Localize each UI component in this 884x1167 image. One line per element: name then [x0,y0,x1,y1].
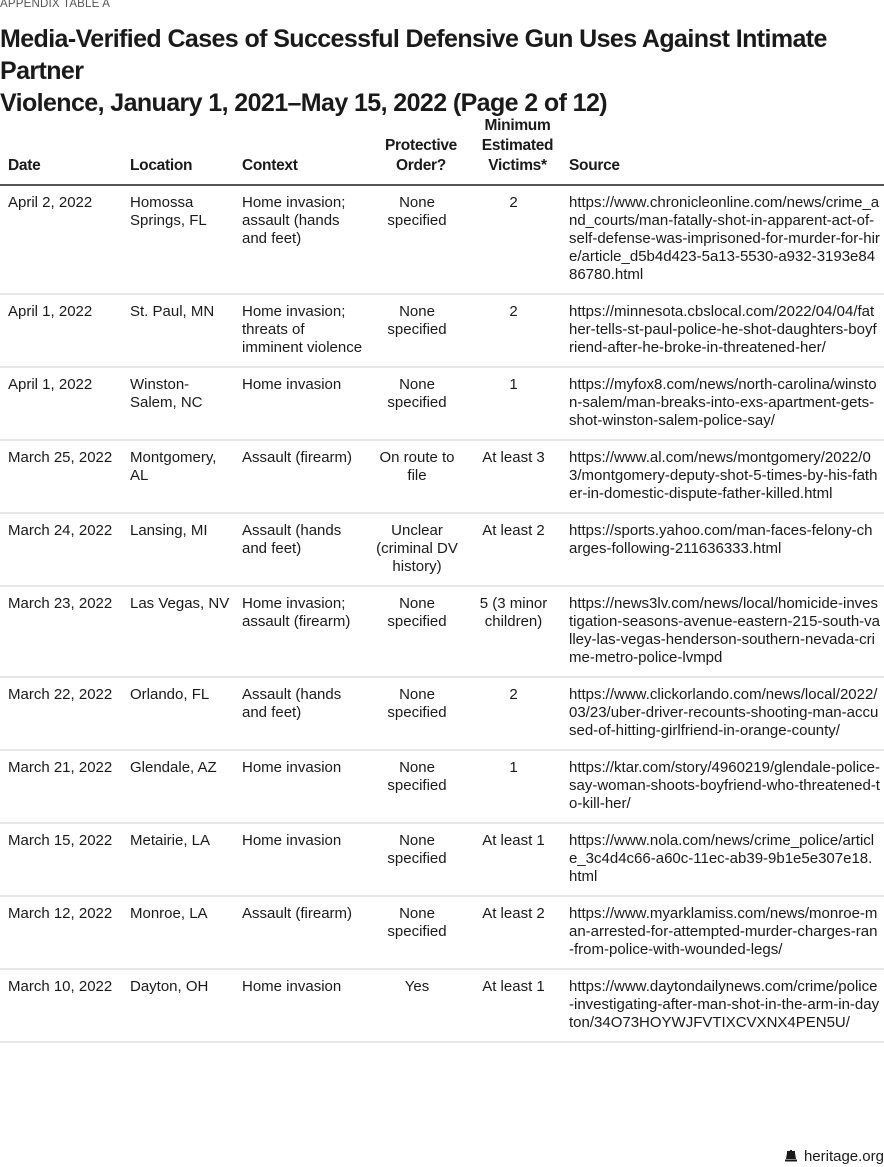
cell-source-link[interactable]: https://myfox8.com/news/north-carolina/winston-salem/man-breaks-into-exs-apartment-gets-shot-winston-salem-police-say/ [561,367,884,440]
cell-source-link[interactable]: https://www.al.com/news/montgomery/2022/03/montgomery-deputy-shot-5-times-by-his-father-in-domestic-dispute-father-killed.html [561,440,884,513]
column-header-source: Source [561,116,884,185]
cell-context: Assault (firearm) [234,440,368,513]
cell-source-link[interactable]: https://news3lv.com/news/local/homicide-investigation-seasons-avenue-eastern-215-south-valley-las-vegas-henderson-southern-nevada-crime-metro-police-lvmpd [561,586,884,677]
table-header-row [0,116,884,185]
cell-context: Home invasion [234,750,368,823]
cell-protective-order: None specified [368,677,466,750]
table-row [0,294,884,367]
cell-date: March 22, 2022 [0,677,122,750]
table-row [0,823,884,896]
table-row [0,513,884,586]
cell-source-link[interactable]: https://www.chronicleonline.com/news/crime_and_courts/man-fatally-shot-in-apparent-act-of-self-defense-was-imprisoned-for-murder-for-hire/article_d5b4d423-5a13-5530-a932-3193e8486780.html [561,185,884,294]
cell-source-link[interactable]: https://www.clickorlando.com/news/local/2022/03/23/uber-driver-recounts-shooting-man-accused-of-hitting-girlfriend-in-orange-county/ [561,677,884,750]
table-row [0,677,884,750]
cell-date: March 12, 2022 [0,896,122,969]
cell-protective-order: Unclear (criminal DV history) [368,513,466,586]
column-header-location: Location [122,116,234,185]
cell-victims: At least 1 [466,823,561,896]
cell-location: Lansing, MI [122,513,234,586]
cell-context: Home invasion [234,969,368,1042]
cell-protective-order: None specified [368,896,466,969]
cell-location: Homossa Springs, FL [122,185,234,294]
cell-victims: At least 3 [466,440,561,513]
cell-protective-order: None specified [368,586,466,677]
cell-location: Dayton, OH [122,969,234,1042]
title-line-2: Violence, January 1, 2021–May 15, 2022 (Page 2 of 12) [0,89,607,117]
cell-victims: 2 [466,677,561,750]
cell-victims: 1 [466,367,561,440]
cases-table [0,116,884,1043]
cell-date: March 21, 2022 [0,750,122,823]
cell-source-link[interactable]: https://ktar.com/story/4960219/glendale-police-say-woman-shoots-boyfriend-who-threatened-to-kill-her/ [561,750,884,823]
cell-source-link[interactable]: https://sports.yahoo.com/man-faces-felony-charges-following-211636333.html [561,513,884,586]
cell-protective-order: None specified [368,367,466,440]
cell-context: Home invasion; threats of imminent violence [234,294,368,367]
cell-date: April 1, 2022 [0,294,122,367]
cell-protective-order: None specified [368,750,466,823]
cell-location: Glendale, AZ [122,750,234,823]
cell-context: Home invasion [234,367,368,440]
cell-location: Las Vegas, NV [122,586,234,677]
column-header-protective-order: Protective Order? [368,116,466,185]
table-row [0,750,884,823]
cell-victims: At least 2 [466,513,561,586]
title-line-1: Media-Verified Cases of Successful Defensive Gun Uses Against Intimate Partner [0,25,827,85]
cell-context: Assault (hands and feet) [234,513,368,586]
cell-victims: 2 [466,185,561,294]
cell-source-link[interactable]: https://www.myarklamiss.com/news/monroe-man-arrested-for-attempted-murder-charges-ran-from-police-with-wounded-legs/ [561,896,884,969]
cell-date: April 2, 2022 [0,185,122,294]
cell-victims: 2 [466,294,561,367]
cell-date: March 24, 2022 [0,513,122,586]
column-header-victims: Minimum Estimated Victims* [466,116,561,185]
cell-victims: 1 [466,750,561,823]
cell-protective-order: None specified [368,823,466,896]
liberty-bell-icon [784,1150,798,1163]
cell-source-link[interactable]: https://www.daytondailynews.com/crime/police-investigating-after-man-shot-in-the-arm-in-dayton/34O73HOYWJFVTIXCVXNX4PEN5U/ [561,969,884,1042]
table-row [0,367,884,440]
page-title [0,23,884,119]
cell-date: March 15, 2022 [0,823,122,896]
cell-date: March 23, 2022 [0,586,122,677]
footer-site-label[interactable]: heritage.org [803,1148,884,1165]
table-row [0,969,884,1042]
cell-location: Montgomery, AL [122,440,234,513]
cell-protective-order: Yes [368,969,466,1042]
cell-location: Monroe, LA [122,896,234,969]
cell-location: St. Paul, MN [122,294,234,367]
cell-context: Home invasion; assault (firearm) [234,586,368,677]
table-row [0,440,884,513]
cell-context: Home invasion [234,823,368,896]
cell-location: Winston-Salem, NC [122,367,234,440]
cell-date: March 25, 2022 [0,440,122,513]
table-row [0,896,884,969]
table-row [0,185,884,294]
cell-context: Home invasion; assault (hands and feet) [234,185,368,294]
cell-date: March 10, 2022 [0,969,122,1042]
table-row [0,586,884,677]
footer-brand[interactable] [784,1148,884,1165]
cell-location: Orlando, FL [122,677,234,750]
cell-victims: At least 2 [466,896,561,969]
cell-victims: 5 (3 minor children) [466,586,561,677]
appendix-label: APPENDIX TABLE A [0,0,111,10]
column-header-context: Context [234,116,368,185]
cell-protective-order: On route to file [368,440,466,513]
cell-context: Assault (firearm) [234,896,368,969]
cell-protective-order: None specified [368,185,466,294]
cell-source-link[interactable]: https://minnesota.cbslocal.com/2022/04/04/father-tells-st-paul-police-he-shot-daughters-boyfriend-after-he-broke-in-threatened-her/ [561,294,884,367]
cell-location: Metairie, LA [122,823,234,896]
cell-victims: At least 1 [466,969,561,1042]
cell-context: Assault (hands and feet) [234,677,368,750]
cell-protective-order: None specified [368,294,466,367]
column-header-date: Date [0,116,122,185]
cell-source-link[interactable]: https://www.nola.com/news/crime_police/article_3c4d4c66-a60c-11ec-ab39-9b1e5e307e18.html [561,823,884,896]
cell-date: April 1, 2022 [0,367,122,440]
